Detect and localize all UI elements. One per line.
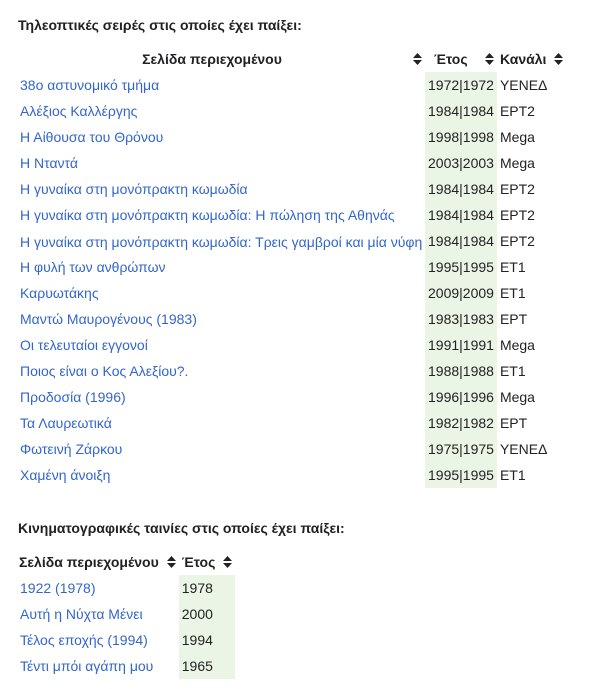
year-cell: 2009|2009 xyxy=(425,280,497,306)
tv-series-link[interactable]: Η Αίθουσα του Θρόνου xyxy=(20,129,164,145)
table-row xyxy=(16,72,566,98)
tv-series-link[interactable]: Η γυναίκα στη μονόπρακτη κωμωδία: Η πώληση της Αθηνάς xyxy=(20,207,395,223)
year-cell: 1998|1998 xyxy=(425,124,497,150)
year-cell: 1965 xyxy=(179,653,236,679)
tv-header-page[interactable] xyxy=(16,46,425,72)
table-row xyxy=(16,384,566,410)
table-row xyxy=(16,653,235,679)
year-cell: 1983|1983 xyxy=(425,306,497,332)
table-row xyxy=(16,575,235,601)
channel-cell: ΕΡΤ2 xyxy=(499,207,535,223)
table-row xyxy=(16,124,566,150)
table-row xyxy=(16,254,566,280)
year-cell: 2000 xyxy=(179,601,236,627)
tv-series-link[interactable]: Φωτεινή Ζάρκου xyxy=(20,441,123,457)
channel-cell: ΕΤ1 xyxy=(499,363,526,379)
tv-header-channel[interactable] xyxy=(497,46,566,72)
film-link[interactable]: 1922 (1978) xyxy=(20,580,96,596)
tv-header-page-label: Σελίδα περιεχομένου xyxy=(142,51,282,67)
tv-series-link[interactable]: Η γυναίκα στη μονόπρακτη κωμωδία: Τρεις γαμβροί και μία νύφη xyxy=(20,233,422,250)
table-row xyxy=(16,228,566,254)
table-row xyxy=(16,150,566,176)
year-cell: 1972|1972 xyxy=(425,72,497,98)
tv-series-link[interactable]: Μαντώ Μαυρογένους (1983) xyxy=(20,311,197,327)
channel-cell: Mega xyxy=(499,337,535,353)
tv-series-link[interactable]: Τα Λαυρεωτικά xyxy=(20,415,112,431)
channel-cell: Mega xyxy=(499,389,535,405)
tv-series-link[interactable]: Αλέξιος Καλλέργης xyxy=(20,103,138,119)
year-cell: 1995|1995 xyxy=(425,254,497,280)
table-row xyxy=(16,358,566,384)
tv-section-title: Τηλεοπτικές σειρές στις οποίες έχει παίξει: xyxy=(18,17,302,33)
year-cell: 1994 xyxy=(179,627,236,653)
channel-cell: ΕΡΤ2 xyxy=(499,233,535,249)
channel-cell: Mega xyxy=(499,129,535,145)
tv-header-channel-label: Κανάλι xyxy=(499,51,547,67)
film-section-title: Κινηματογραφικές ταινίες στις οποίες έχει παίξει: xyxy=(18,520,345,536)
tv-series-link[interactable]: Καρυωτάκης xyxy=(20,285,99,301)
sort-arrows-icon[interactable] xyxy=(223,556,232,568)
year-cell: 1984|1984 xyxy=(425,202,497,228)
tv-table-header-row xyxy=(16,46,566,72)
tv-series-link[interactable]: Οι τελευταίοι εγγονοί xyxy=(20,337,148,353)
tv-header-year-label: Έτος xyxy=(434,51,468,67)
table-row xyxy=(16,280,566,306)
channel-cell: ΕΡΤ2 xyxy=(499,103,535,119)
table-row xyxy=(16,627,235,653)
year-cell: 1984|1984 xyxy=(425,176,497,202)
film-link[interactable]: Τέλος εποχής (1994) xyxy=(20,632,148,648)
channel-cell: ΥΕΝΕΔ xyxy=(499,77,548,93)
table-row xyxy=(16,601,235,627)
table-row xyxy=(16,410,566,436)
channel-cell: ΥΕΝΕΔ xyxy=(499,441,548,457)
year-cell: 1988|1988 xyxy=(425,358,497,384)
film-table-header-row xyxy=(16,549,235,575)
channel-cell: Mega xyxy=(499,155,535,171)
film-header-year[interactable] xyxy=(179,549,236,575)
film-link[interactable]: Τέντι μπόι αγάπη μου xyxy=(20,658,154,674)
year-cell: 1984|1984 xyxy=(425,98,497,124)
film-header-year-label: Έτος xyxy=(181,554,216,570)
year-cell: 1996|1996 xyxy=(425,384,497,410)
table-row xyxy=(16,202,566,228)
table-row xyxy=(16,98,566,124)
table-row xyxy=(16,176,566,202)
film-link[interactable]: Αυτή η Νύχτα Μένει xyxy=(20,606,143,622)
tv-series-link[interactable]: 38ο αστυνομικό τμήμα xyxy=(20,77,160,93)
sort-arrows-icon[interactable] xyxy=(413,53,422,65)
year-cell: 1991|1991 xyxy=(425,332,497,358)
sort-arrows-icon[interactable] xyxy=(554,53,563,65)
channel-cell: ΕΡΤ xyxy=(499,311,528,327)
sort-arrows-icon[interactable] xyxy=(167,556,176,568)
tv-series-link[interactable]: Η Νταντά xyxy=(20,155,78,171)
table-row xyxy=(16,462,566,488)
table-row xyxy=(16,332,566,358)
year-cell: 1975|1975 xyxy=(425,436,497,462)
film-header-page[interactable] xyxy=(16,549,179,575)
channel-cell: ΕΤ1 xyxy=(499,467,526,483)
tv-series-table xyxy=(16,46,566,488)
tv-series-link[interactable]: Ποιος είναι ο Κος Αλεξίου?. xyxy=(20,363,189,379)
year-cell: 1982|1982 xyxy=(425,410,497,436)
year-cell: 1984|1984 xyxy=(425,228,497,254)
channel-cell: ΕΡΤ2 xyxy=(499,181,535,197)
film-header-page-label: Σελίδα περιεχομένου xyxy=(19,554,159,570)
tv-series-link[interactable]: Προδοσία (1996) xyxy=(20,389,126,405)
tv-series-link[interactable]: Η γυναίκα στη μονόπρακτη κωμωδία xyxy=(20,181,248,197)
tv-series-link[interactable]: Η φυλή των ανθρώπων xyxy=(20,259,166,275)
year-cell: 1995|1995 xyxy=(425,462,497,488)
tv-series-link[interactable]: Χαμένη άνοιξη xyxy=(20,467,111,483)
channel-cell: ΕΤ1 xyxy=(499,259,526,275)
channel-cell: ΕΡΤ xyxy=(499,415,528,431)
year-cell: 1978 xyxy=(179,575,236,601)
films-table xyxy=(16,549,235,679)
channel-cell: ΕΤ1 xyxy=(499,285,526,301)
year-cell: 2003|2003 xyxy=(425,150,497,176)
tv-header-year[interactable] xyxy=(425,46,497,72)
table-row xyxy=(16,436,566,462)
table-row xyxy=(16,306,566,332)
sort-arrows-icon[interactable] xyxy=(485,53,494,65)
